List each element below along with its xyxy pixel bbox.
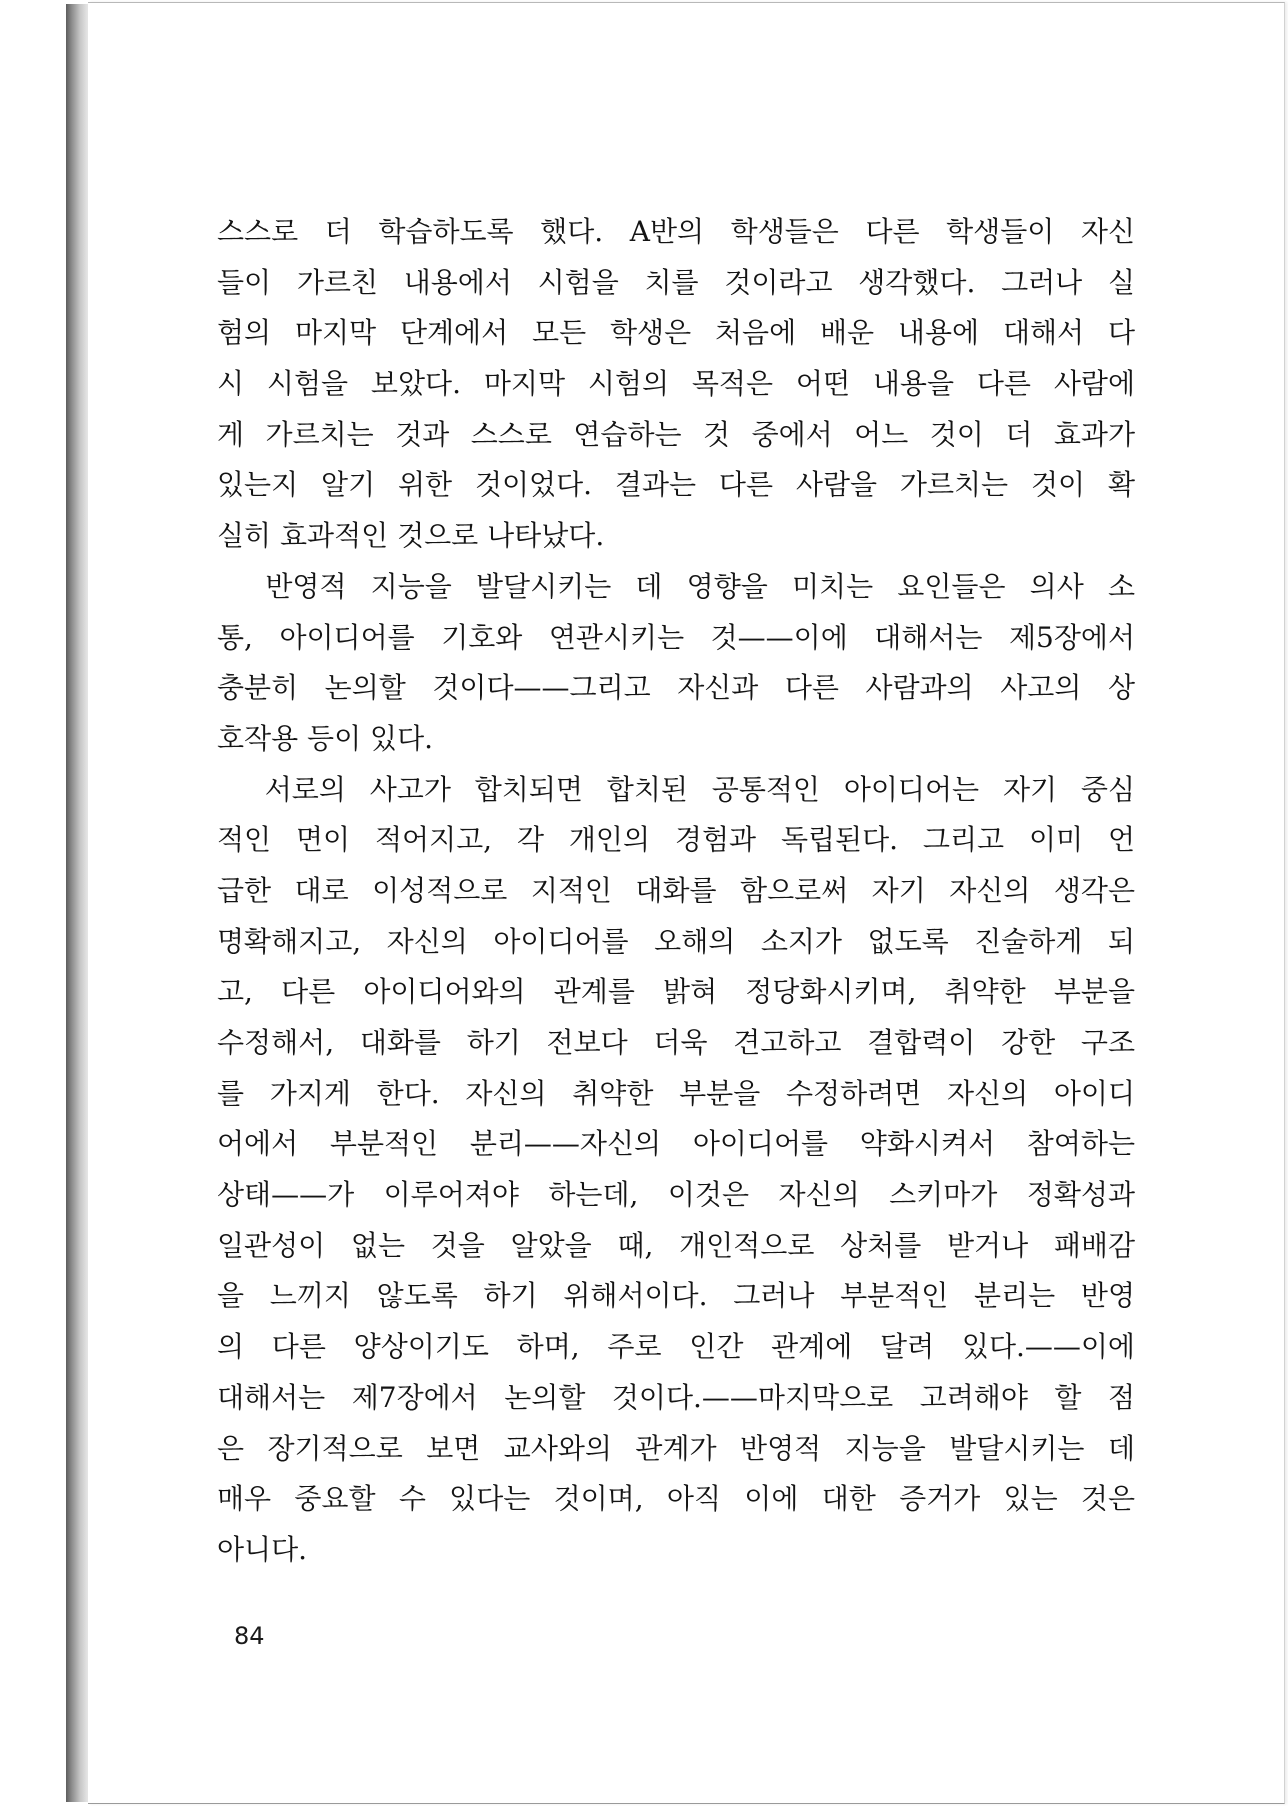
text-line-14: 급한 대로 이성적으로 지적인 대화를 함으로써 자기 자신의 생각은 <box>217 873 1135 907</box>
text-line-4: 시 시험을 보았다. 마지막 시험의 목적은 어떤 내용을 다른 사람에 <box>217 367 1135 401</box>
text-line-9: 통, 아이디어를 기호와 연관시키는 것——이에 대해서는 제5장에서 <box>217 620 1135 654</box>
text-line-27: 아니다. <box>217 1532 308 1566</box>
text-line-12: 서로의 사고가 합치되면 합치된 공통적인 아이디어는 자기 중심 <box>217 772 1135 806</box>
text-line-7: 실히 효과적인 것으로 나타났다. <box>217 519 605 553</box>
text-line-24: 대해서는 제7장에서 논의할 것이다.——마지막으로 고려해야 할 점 <box>217 1380 1135 1414</box>
text-line-6: 있는지 알기 위한 것이었다. 결과는 다른 사람을 가르치는 것이 확 <box>217 468 1135 502</box>
text-line-15: 명확해지고, 자신의 아이디어를 오해의 소지가 없도록 진술하게 되 <box>217 924 1135 958</box>
text-line-19: 어에서 부분적인 분리——자신의 아이디어를 약화시켜서 참여하는 <box>217 1127 1135 1161</box>
body-text <box>217 207 1135 1576</box>
book-spine-edge <box>66 4 90 1802</box>
text-line-10: 충분히 논의할 것이다——그리고 자신과 다른 사람과의 사고의 상 <box>217 671 1135 705</box>
text-line-22: 을 느끼지 않도록 하기 위해서이다. 그러나 부분적인 분리는 반영 <box>217 1279 1135 1313</box>
text-line-23: 의 다른 양상이기도 하며, 주로 인간 관계에 달려 있다.——이에 <box>217 1330 1135 1364</box>
text-line-17: 수정해서, 대화를 하기 전보다 더욱 견고하고 결합력이 강한 구조 <box>217 1026 1135 1059</box>
text-line-26: 매우 중요할 수 있다는 것이며, 아직 이에 대한 증거가 있는 것은 <box>217 1482 1135 1516</box>
text-line-21: 일관성이 없는 것을 알았을 때, 개인적으로 상처를 받거나 패배감 <box>217 1228 1135 1262</box>
text-line-5: 게 가르치는 것과 스스로 연습하는 것 중에서 어느 것이 더 효과가 <box>217 417 1135 451</box>
text-line-8: 반영적 지능을 발달시키는 데 영향을 미치는 요인들은 의사 소 <box>217 569 1135 603</box>
text-line-16: 고, 다른 아이디어와의 관계를 밝혀 정당화시키며, 취약한 부분을 <box>217 975 1135 1009</box>
text-line-20: 상태——가 이루어져야 하는데, 이것은 자신의 스키마가 정확성과 <box>217 1178 1135 1212</box>
text-line-1: 스스로 더 학습하도록 했다. A반의 학생들은 다른 학생들이 자신 <box>217 215 1135 248</box>
text-line-3: 험의 마지막 단계에서 모든 학생은 처음에 배운 내용에 대해서 다 <box>217 316 1135 350</box>
text-line-2: 들이 가르친 내용에서 시험을 치를 것이라고 생각했다. 그러나 실 <box>217 265 1135 299</box>
text-line-13: 적인 면이 적어지고, 각 개인의 경험과 독립된다. 그리고 이미 언 <box>217 823 1135 857</box>
text-line-25: 은 장기적으로 보면 교사와의 관계가 반영적 지능을 발달시키는 데 <box>217 1431 1135 1465</box>
text-line-18: 를 가지게 한다. 자신의 취약한 부분을 수정하려면 자신의 아이디 <box>217 1076 1135 1110</box>
page-number: 84 <box>234 1622 265 1650</box>
text-line-11: 호작용 등이 있다. <box>217 721 434 755</box>
